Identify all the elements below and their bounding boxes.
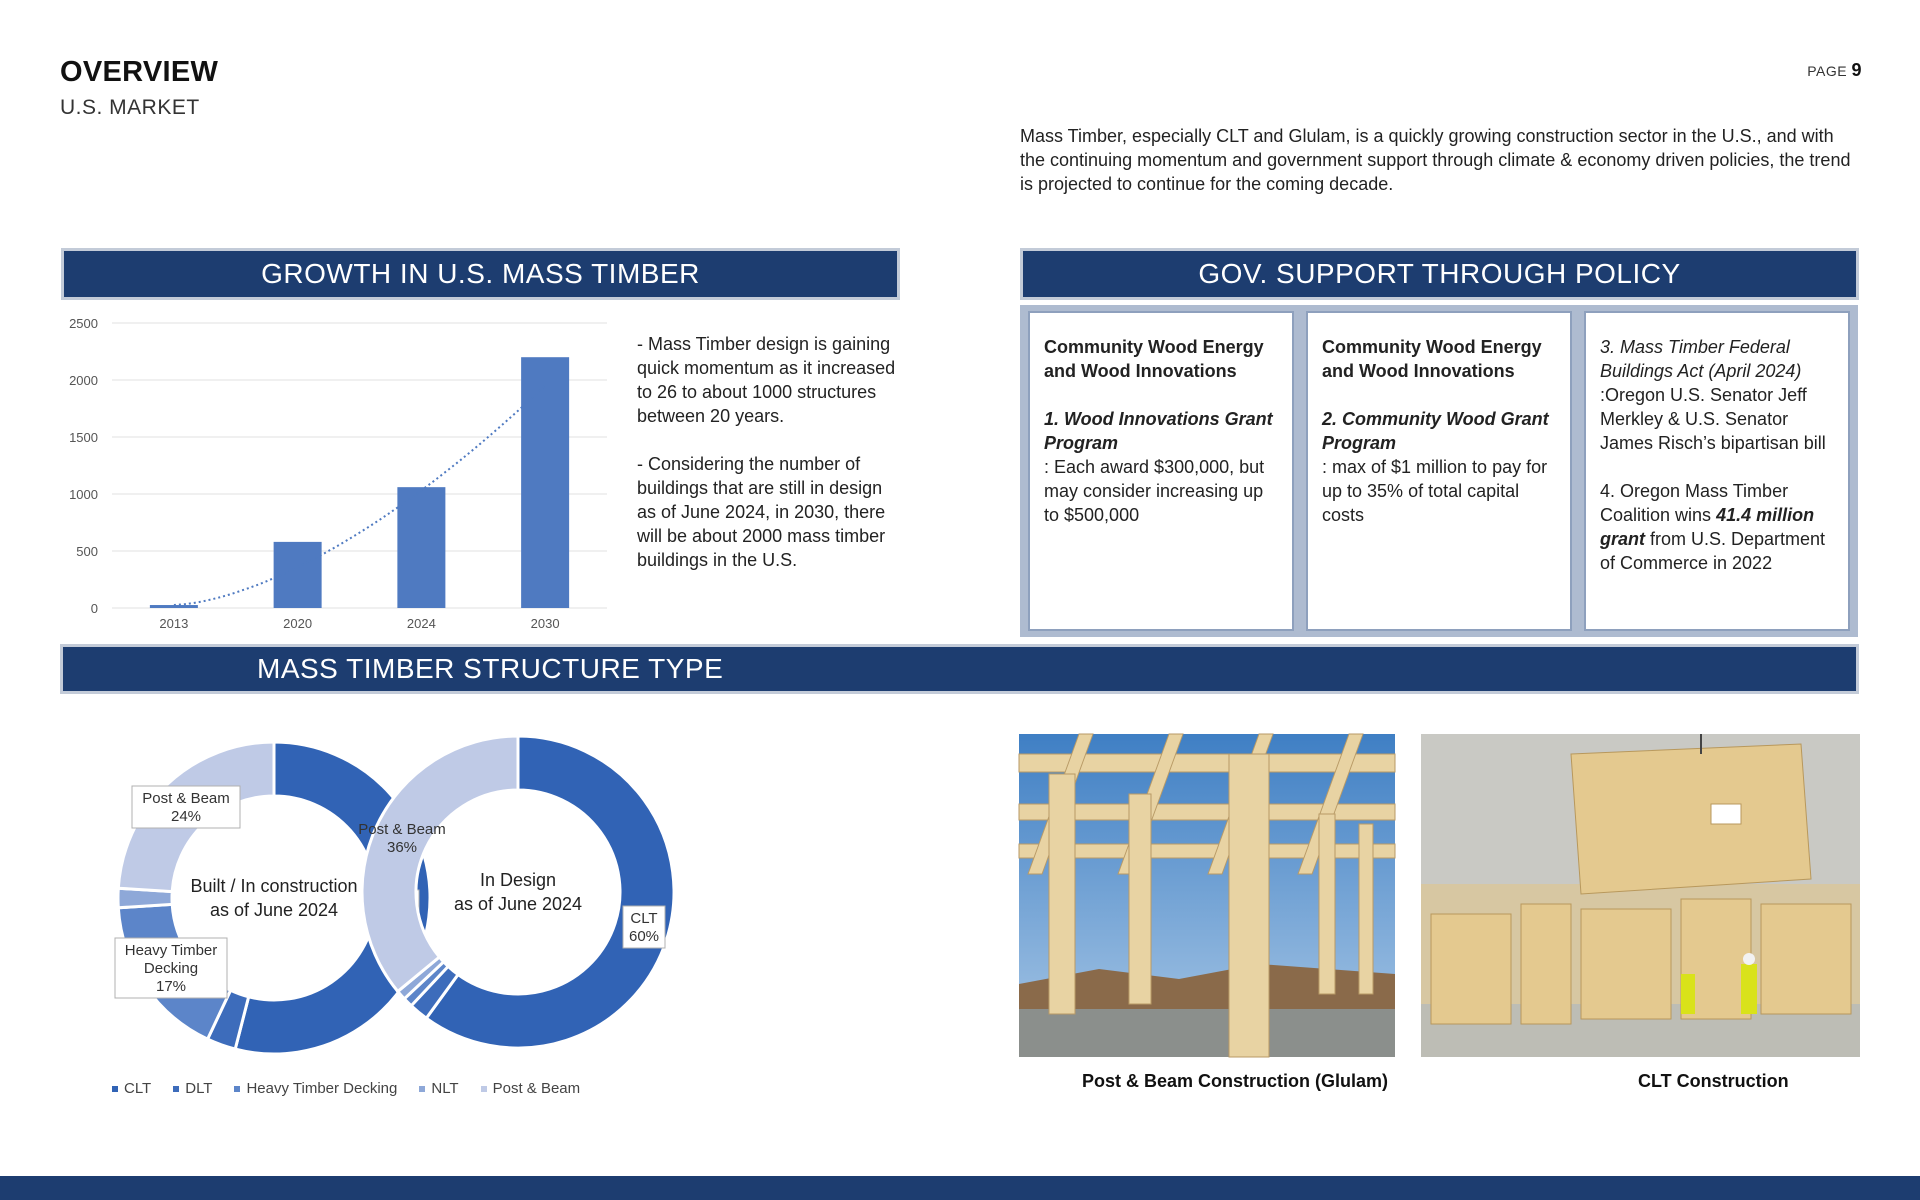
photo-caption-2: CLT Construction (1638, 1071, 1789, 1091)
growth-text-2: - Considering the number of buildings that are still in design as of June 2024, in 2030, there will be about 2000 mass timber buildings in the U.S. (637, 454, 886, 570)
donut-legend (112, 1080, 580, 1097)
intro-paragraph: Mass Timber, especially CLT and Glulam, is a quickly growing construction sector in the U.S., and with the continuing momentum and government support through climate & economy driven policies, the trend is projected to continue for the coming decade. (1020, 126, 1851, 194)
policy-card-2-program: 2. Community Wood Grant Program (1322, 409, 1549, 453)
slice-label: CLT (630, 910, 658, 927)
policy-card-2-title: Community Wood Energy and Wood Innovations (1322, 337, 1542, 381)
donut-center-label: Built / In construction (190, 876, 358, 896)
coalition-pre: 4. Oregon Mass Timber Coalition wins (1600, 481, 1789, 525)
policy-card-3-act-desc: :Oregon U.S. Senator Jeff Merkley & U.S. Senator James Risch’s bipartisan bill (1600, 385, 1826, 453)
y-tick-label: 1500 (69, 430, 98, 445)
slice-label: 24% (170, 808, 202, 825)
policy-cards (1020, 305, 1858, 637)
policy-card-2-desc: : max of $1 million to pay for up to 35% of total capital costs (1322, 457, 1548, 525)
x-tick-label: 2030 (530, 616, 560, 631)
y-tick-label: 2000 (69, 373, 98, 388)
legend-swatch (481, 1086, 487, 1092)
slice-label: 36% (386, 839, 418, 856)
growth-text-1: - Mass Timber design is gaining quick momentum as it increased to 26 to about 1000 structures between 20 years. (637, 334, 896, 426)
policy-card-2 (1306, 311, 1572, 631)
footer-bar (0, 1176, 1920, 1200)
growth-bar-chart (62, 308, 612, 638)
page-subtitle: U.S. MARKET (60, 96, 200, 119)
policy-heading-text: GOV. SUPPORT THROUGH POLICY (1198, 258, 1681, 289)
slice-post-beam (362, 736, 518, 991)
y-tick-label: 500 (76, 544, 98, 559)
slice-label: Post & Beam (358, 821, 446, 838)
coalition-amount: 41.4 million grant (1600, 505, 1815, 549)
legend-item (419, 1080, 458, 1097)
bar-2030 (521, 357, 569, 608)
growth-heading (61, 248, 900, 300)
policy-card-1 (1028, 311, 1294, 631)
bar-2024 (397, 487, 445, 608)
donut-center-label: as of June 2024 (209, 900, 339, 920)
slice-label: 17% (155, 978, 187, 995)
y-tick-label: 2500 (69, 316, 98, 331)
policy-card-1-desc: : Each award $300,000, but may consider increasing up to $500,000 (1044, 457, 1265, 525)
photo-caption-1: Post & Beam Construction (Glulam) (1082, 1071, 1389, 1091)
structure-donut-charts (100, 720, 660, 1080)
legend-swatch (234, 1086, 240, 1092)
clt-photo (1421, 734, 1860, 1057)
trend-line (174, 386, 545, 605)
growth-heading-text: GROWTH IN U.S. MASS TIMBER (261, 258, 700, 289)
legend-label: DLT (185, 1080, 213, 1097)
structure-heading (60, 644, 1859, 694)
policy-card-1-title: Community Wood Energy and Wood Innovations (1044, 337, 1264, 381)
donut-center-label: as of June 2024 (453, 894, 583, 914)
donut-design (358, 736, 674, 1048)
structure-heading-text: MASS TIMBER STRUCTURE TYPE (257, 653, 724, 684)
page-number-value: 9 (1851, 60, 1862, 80)
bar-2013 (150, 605, 198, 608)
x-tick-label: 2024 (406, 616, 436, 631)
legend-label: Heavy Timber Decking (246, 1080, 398, 1097)
policy-card-3 (1584, 311, 1850, 631)
slice-label: Post & Beam (142, 790, 230, 807)
legend-swatch (419, 1086, 425, 1092)
y-tick-label: 0 (90, 601, 98, 616)
donut-center-label: In Design (479, 870, 557, 890)
policy-card-1-program: 1. Wood Innovations Grant Program (1044, 409, 1273, 453)
legend-item (112, 1080, 151, 1097)
legend-label: NLT (431, 1080, 459, 1097)
legend-item (234, 1080, 397, 1097)
growth-description (637, 332, 897, 572)
legend-label: CLT (124, 1080, 152, 1097)
slice-label: 60% (628, 928, 660, 945)
legend-swatch (173, 1086, 179, 1092)
page-label: PAGE (1807, 63, 1848, 79)
policy-card-3-act: 3. Mass Timber Federal Buildings Act (April 2024) (1600, 337, 1802, 381)
post-beam-photo (1019, 734, 1395, 1057)
legend-item (173, 1080, 212, 1097)
legend-item (481, 1080, 581, 1097)
x-tick-label: 2020 (283, 616, 313, 631)
y-tick-label: 1000 (69, 487, 98, 502)
policy-heading (1020, 248, 1859, 300)
legend-label: Post & Beam (492, 1080, 581, 1097)
x-tick-label: 2013 (159, 616, 189, 631)
slice-label: Decking (143, 960, 199, 977)
legend-swatch (112, 1086, 118, 1092)
page-number (1807, 60, 1862, 81)
slice-label: Heavy Timber (124, 942, 218, 959)
coalition-post: from U.S. Department of Commerce in 2022 (1600, 529, 1826, 573)
policy-card-3-coalition (1600, 479, 1834, 575)
page-title: OVERVIEW (60, 56, 219, 88)
